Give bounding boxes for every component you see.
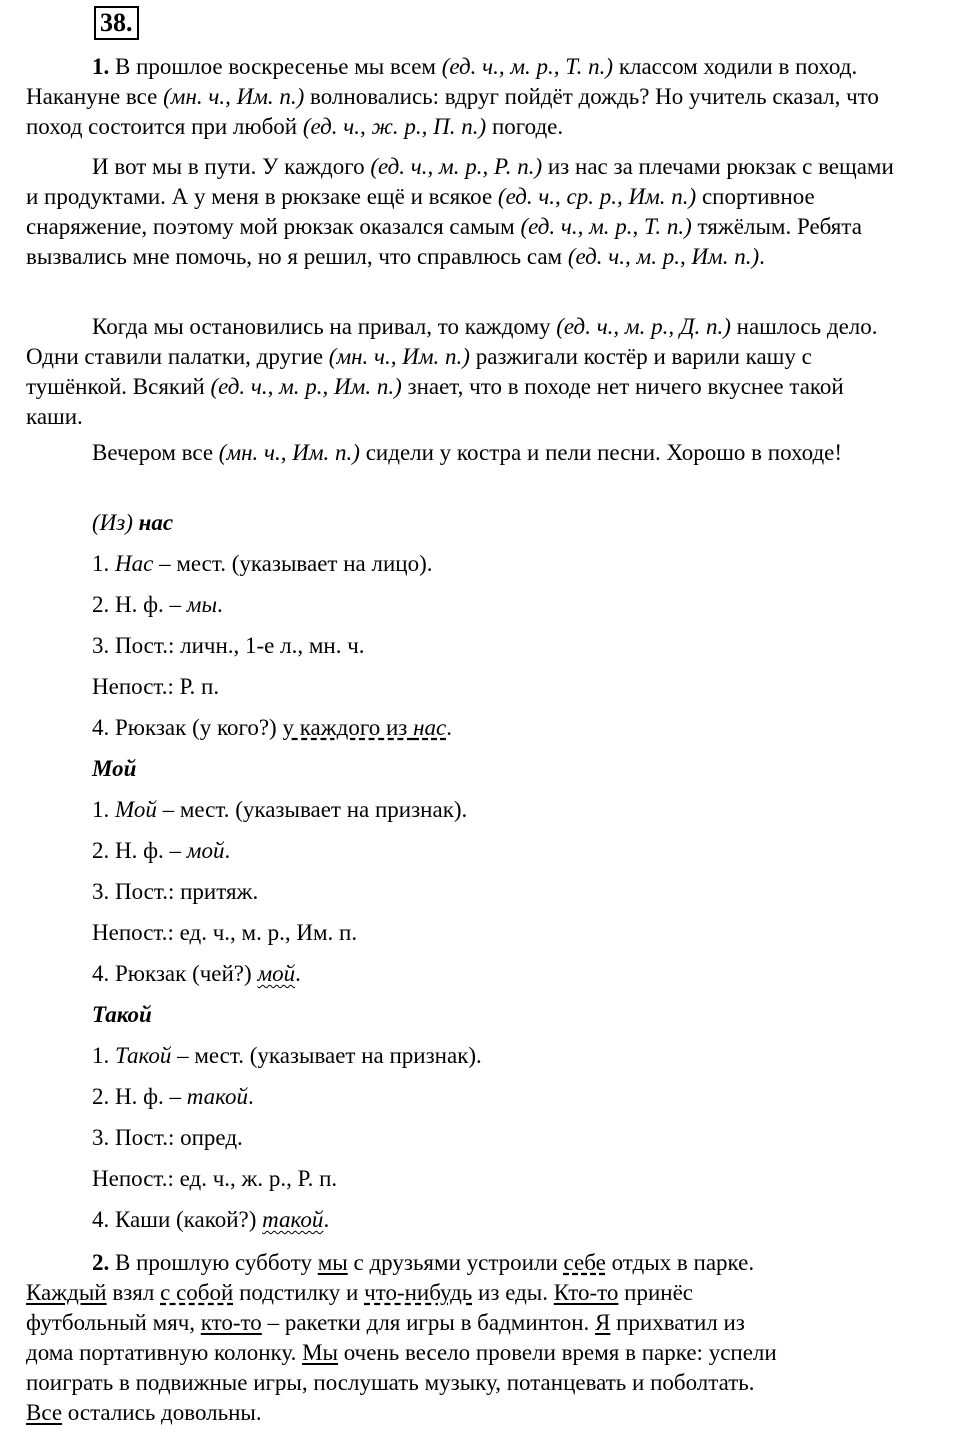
analysis-nas-line-2: 2. Н. ф. – мы. [92, 592, 223, 617]
section2-line-3: футбольный мяч, кто-то – ракетки для игры в бадминтон. Я прихватил из [26, 1310, 745, 1335]
analysis-nas-line-3: 3. Пост.: личн., 1-е л., мн. ч. [92, 633, 365, 658]
analysis-heading-moy: Мой [92, 756, 137, 781]
analysis-nas-line-1: 1. Нас – мест. (указывает на лицо). [92, 551, 433, 576]
analysis-moy-line-3: 3. Пост.: притяж. [92, 879, 259, 904]
section1-paragraph-2: И вот мы в пути. У каждого (ед. ч., м. р., Р. п.) из нас за плечами рюкзак с вещами и продуктами. А у меня в рюкзаке ещё и всякое (ед. ч., ср. р., Им. п.) спортивное снаряжение, поэтому мой рюкзак оказался самым (ед. ч., м. р., Т. п.) тяжёлым. Ребята вызвались мне помочь, но я решил, что справлюсь сам (ед. ч., м. р., Им. п.). [26, 154, 894, 269]
analysis-takoy-line-4: Непост.: ед. ч., ж. р., Р. п. [92, 1166, 338, 1191]
analysis-takoy-line-3: 3. Пост.: опред. [92, 1125, 243, 1150]
analysis-moy-line-1: 1. Мой – мест. (указывает на признак). [92, 797, 468, 822]
analysis-heading-takoy: Такой [92, 1002, 152, 1027]
section2-line-1: 2. В прошлую субботу мы с друзьями устроили себе отдых в парке. [92, 1250, 755, 1275]
analysis-moy-line-5: 4. Рюкзак (чей?) мой. [92, 961, 301, 986]
section2-number: 2. [92, 1250, 110, 1275]
section2-line-4: дома портативную колонку. Мы очень весело провели время в парке: успели [26, 1340, 777, 1365]
section1-paragraph-1: 1. В прошлое воскресенье мы всем (ед. ч., м. р., Т. п.) классом ходили в поход. Накануне все (мн. ч., Им. п.) волновались: вдруг пойдёт дождь? Но учитель сказал, что поход состоится при любой (ед. ч., ж. р., П. п.) погоде. [26, 54, 879, 139]
section1-paragraph-3: Когда мы остановились на привал, то каждому (ед. ч., м. р., Д. п.) нашлось дело. Одни ставили палатки, другие (мн. ч., Им. п.) разжигали костёр и варили кашу с тушёнкой. Всякий (ед. ч., м. р., Им. п.) знает, что в походе нет ничего вкуснее такой каши. [26, 314, 878, 429]
section1-paragraph-4: Вечером все (мн. ч., Им. п.) сидели у костра и пели песни. Хорошо в походе! [92, 440, 843, 465]
section2-line-6: Все остались довольны. [26, 1400, 262, 1425]
analysis-moy-line-4: Непост.: ед. ч., м. р., Им. п. [92, 920, 358, 945]
section2-line-2: Каждый взял с собой подстилку и что-нибудь из еды. Кто-то принёс [26, 1280, 693, 1305]
analysis-takoy-line-1: 1. Такой – мест. (указывает на признак). [92, 1043, 482, 1068]
section2-line-5: поиграть в подвижные игры, послушать музыку, потанцевать и поболтать. [26, 1370, 755, 1395]
analysis-takoy-line-2: 2. Н. ф. – такой. [92, 1084, 254, 1109]
analysis-takoy-line-5: 4. Каши (какой?) такой. [92, 1207, 330, 1232]
exercise-number: 38. [94, 6, 139, 40]
analysis-heading-nas: (Из) нас [92, 510, 174, 535]
analysis-moy-line-2: 2. Н. ф. – мой. [92, 838, 231, 863]
analysis-nas-line-4: Непост.: Р. п. [92, 674, 220, 699]
section1-number: 1. [92, 54, 110, 79]
analysis-nas-line-5: 4. Рюкзак (у кого?) у каждого из нас. [92, 715, 452, 740]
